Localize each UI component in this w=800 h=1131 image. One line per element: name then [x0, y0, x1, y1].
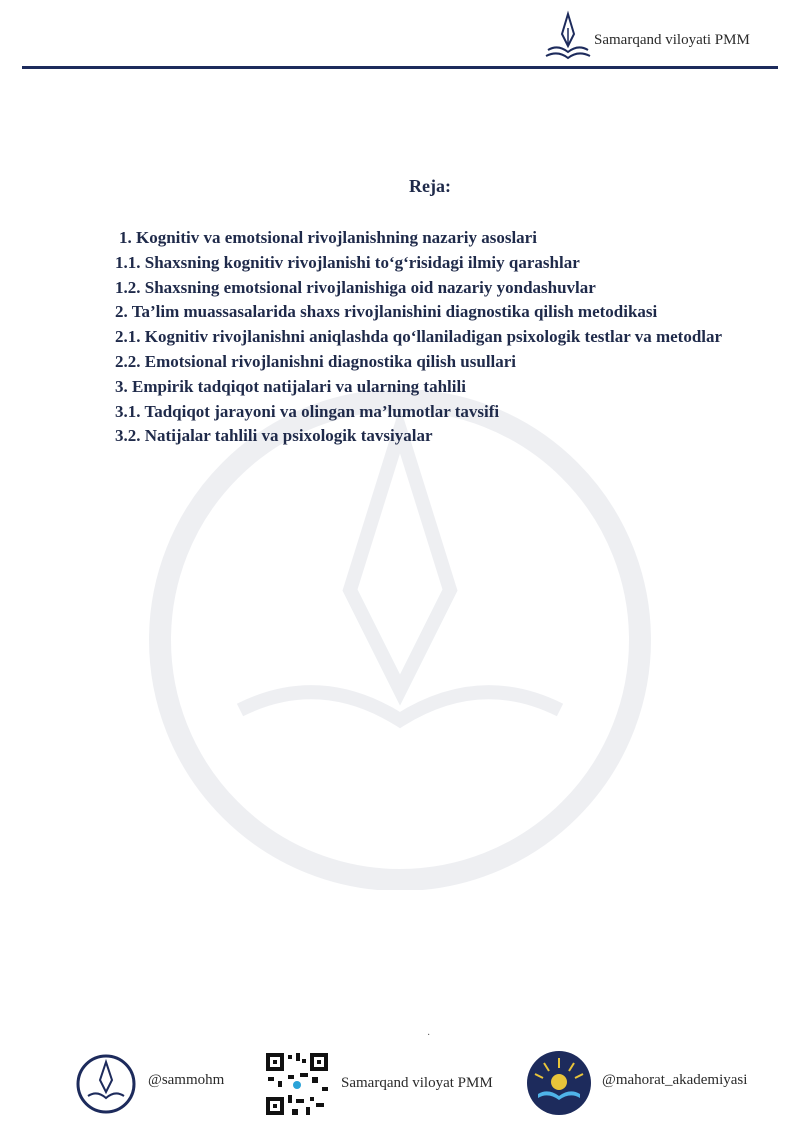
- plan-item: 2.2. Emotsional rivojlanishni diagnostika qilish usullari: [115, 351, 517, 371]
- pen-nib-logo-icon: [542, 10, 594, 64]
- academy-logo-icon: [526, 1050, 592, 1116]
- pen-nib-emblem-icon: [74, 1052, 138, 1116]
- plan-item: 1. Kognitiv va emotsional rivojlanishning nazariy asoslari: [119, 228, 537, 247]
- footer-handle-right[interactable]: @mahorat_akademiyasi: [602, 1072, 748, 1088]
- plan-item: 2.1. Kognitiv rivojlanishni aniqlashda qo‘llaniladigan psixologik testlar va metodlar: [115, 327, 723, 347]
- page-mark: ·: [427, 1030, 431, 1041]
- footer-org-name: Samarqand viloyat PMM: [341, 1075, 493, 1091]
- qr-code-icon[interactable]: [264, 1051, 330, 1117]
- plan-list: [115, 226, 735, 449]
- plan-item: 3.2. Natijalar tahlili va psixologik tavsiyalar: [115, 426, 433, 446]
- plan-item: 2. Ta’lim muassasalarida shaxs rivojlanishini diagnostika qilish metodikasi: [115, 302, 658, 322]
- page-footer: [0, 1040, 800, 1131]
- watermark-logo-icon: [120, 390, 680, 890]
- footer-handle-left[interactable]: @sammohm: [148, 1072, 225, 1088]
- page-header: [0, 0, 800, 72]
- header-divider: [22, 66, 778, 69]
- header-org-name: Samarqand viloyati PMM: [594, 32, 750, 48]
- plan-item: 1.1. Shaxsning kognitiv rivojlanishi to‘g‘risidagi ilmiy qarashlar: [115, 252, 580, 272]
- plan-item: 1.2. Shaxsning emotsional rivojlanishiga oid nazariy yondashuvlar: [115, 277, 596, 297]
- plan-item: 3.1. Tadqiqot jarayoni va olingan ma’lumotlar tavsifi: [115, 401, 500, 421]
- plan-item: 3. Empirik tadqiqot natijalari va ularning tahlili: [115, 376, 466, 396]
- page-title: Reja:: [409, 176, 451, 196]
